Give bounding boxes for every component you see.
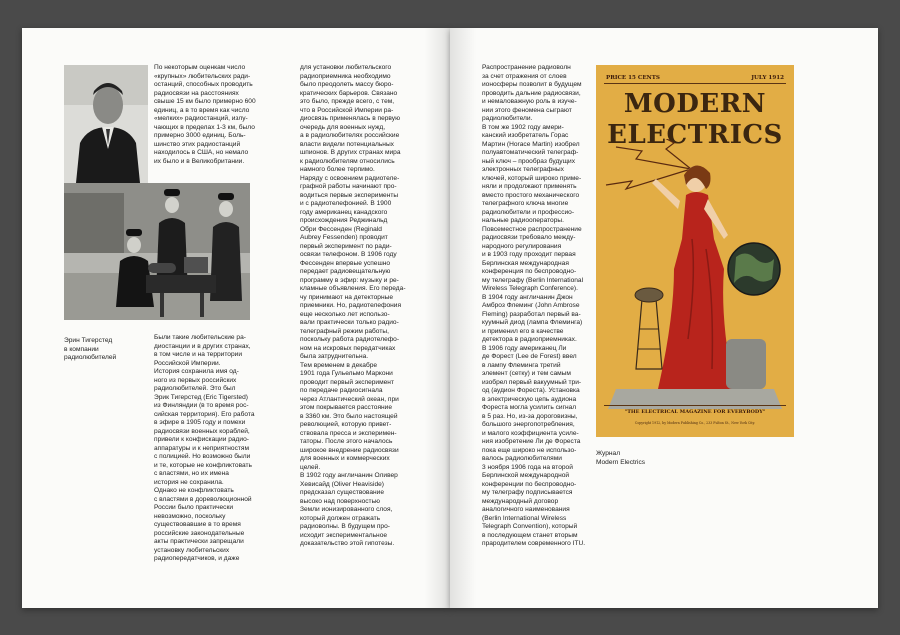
gutter-shadow-right [450,28,476,608]
magazine-top-rule [604,83,786,84]
portrait-photo [64,65,148,183]
group-photo [64,183,250,320]
photo-caption: Эрин Тигерстед в компании радиолюбителей [64,337,117,361]
magazine-title-line1: MODERN [623,89,767,119]
magazine-title-line2: ELECTRICS [607,120,783,150]
text-column-1-bottom: Были такие любительские ра- диостанции и в других странах, в том числе и на территории Российской Империи. История сохранила имя од- ного из первых российских радиолюбителей. Это был Эрик Тигерстед (Eric Tigersted) из Финляндии (в то время рос- сийская территория). Его работа в эфире в 1905 году и помехи радиосвязи военных кораблей, привели к конфискации радио- аппаратуры и к неприятностям с полицией. Но возможно были и те, которые не конфликтовать с властями, но их имена история не сохранила. Однако не конфликтовать с властями в дореволюционной России было практически невозможно, поскольку существовавшие в то время российские законодательные акты практически запрещали установку любительских радиопередатчиков, и даже [154,334,255,562]
magazine-bottom-rule [604,405,786,406]
magazine-date: JULY 1912 [751,75,784,81]
magazine-tagline: "THE ELECTRICAL MAGAZINE FOR EVERYBODY" [624,409,766,415]
group-photo-image [64,183,250,320]
right-page [450,28,878,608]
text-column-3: Распространение радиоволн за счет отражения от слоев ионосферы позволит в будущем проводить дальние радиосвязи, и немаловажную роль в изуче- нии этого феномена сыграют радиолюбители. В том же 1902 году амери- канский изобретатель Горас Мартин (Horace Martin) изобрел полуавтоматический телеграф- ный ключ – прообраз будущих электронных телеграфных ключей, который широко приме- няли и продолжают применять вместо простого механического телеграфного ключа многие радиолюбители и профессио- нальные радиооператоры. Повсеместное распространение радиосвязи требовало между- народного регулирования и в 1903 году проходит первая Берлинская международная конференция по беспроводно- му телеграфу (Berlin International Wireless Telegraph Conference). В 1904 году англичанин Джон Амброз Флеминг (John Ambrose Fleming) разработал первый ва- куумный диод (лампа Флеминга) и применил его в качестве детектора в радиоприемниках. В 1906 году американец Ли де Форест (Lee de Forest) ввел в лампу Флеминга третий элемент (сетку) и тем самым изобрел первый вакуумный три- од (аудион Фореста). Установка в электрическую цепь аудиона Фореста могла усилить сигнал в 5 раз. Но, из-за дороговизны, большого энергопотребления, и малого коэффициента усиле- ния изобретение Ли де Фореста пока еще широко не использо- валось радиолюбителями 3 ноября 1906 года на второй Берлинской международной конференции по беспроводно- му телеграфу подписывается международный договор аналогичного наименования (Berlin International Wireless Telegraph Convention), который в последующем станет вторым прародителем современного ITU. [482,64,586,547]
magazine-copyright: Copyright 1912, by Modern Publishing Co., 233 Fulton St., New York City. [634,421,756,425]
magazine-cover [596,65,794,437]
magazine-illustration [596,139,794,409]
text-column-1-top: По некоторым оценкам число «крупных» любительских ради- останций, способных проводить радиосвязи на расстояниях свыше 15 км было примерно 600 единиц, а в то время как число «мелких» радиостанций, излу- чающих в пределах 1-3 км, было примерно 3000 единиц. Боль- шинство этих радиостанций находилось в США, но немало их было и в Великобритании. [154,64,256,165]
portrait-photo-image [64,65,148,183]
magazine-header [606,75,784,81]
magazine-caption: Журнал Modern Electrics [596,450,646,466]
left-page [22,28,450,608]
magazine-price: PRICE 15 CENTS [606,75,660,81]
text-column-2: для установки любительского радиоприемника необходимо было преодолеть массу бюро- кратических барьеров. Связано это было, прежде всего, с тем, что в Российской Империи ра- диосвязь применялась в первую очередь для военных нужд, а в радиолюбителях российские власти видели потенциальных шпионов. В других странах мира к радиолюбителям относились намного более терпимо. Наряду с освоением радиотеле- графной работы начинают про- водиться первые эксперименты и с радиотелефонией. В 1900 году американец канадского происхождения Реджинальд Обри Фессенден (Reginald Aubrey Fessenden) проводит первый эксперимент по ради- освязи телефоном. В 1906 году Фессенден впервые успешно передает радиовещательную программу в эфир: музыку и ре- кламные объявления. Его переда- чу принимают на детекторные приемники. Но, радиотелефония еще несколько лет использо- вали практически только радио- телеграфный режим работы, поскольку работа радиотелефо- ном на искровых передатчиках была затруднительна. Тем временем в декабре 1901 года Гульельмо Маркони проводит первый эксперимент по передаче радиосигнала через Атлантический океан, при этом покрывается расстояние в 3360 км. Это было настоящей революцией, которую привет- ствовала пресса и эксперимен- таторы. После этого началось широкое внедрение радиосвязи для военных и коммерческих целей. В 1902 году англичанин Оливер Хевисайд (Oliver Heaviside) предсказал существование высоко над поверхностью Земли ионизированного слоя, который должен отражать радиоволны. В будущем про- исходит экспериментальное доказательство этой гипотезы. [300,64,406,547]
